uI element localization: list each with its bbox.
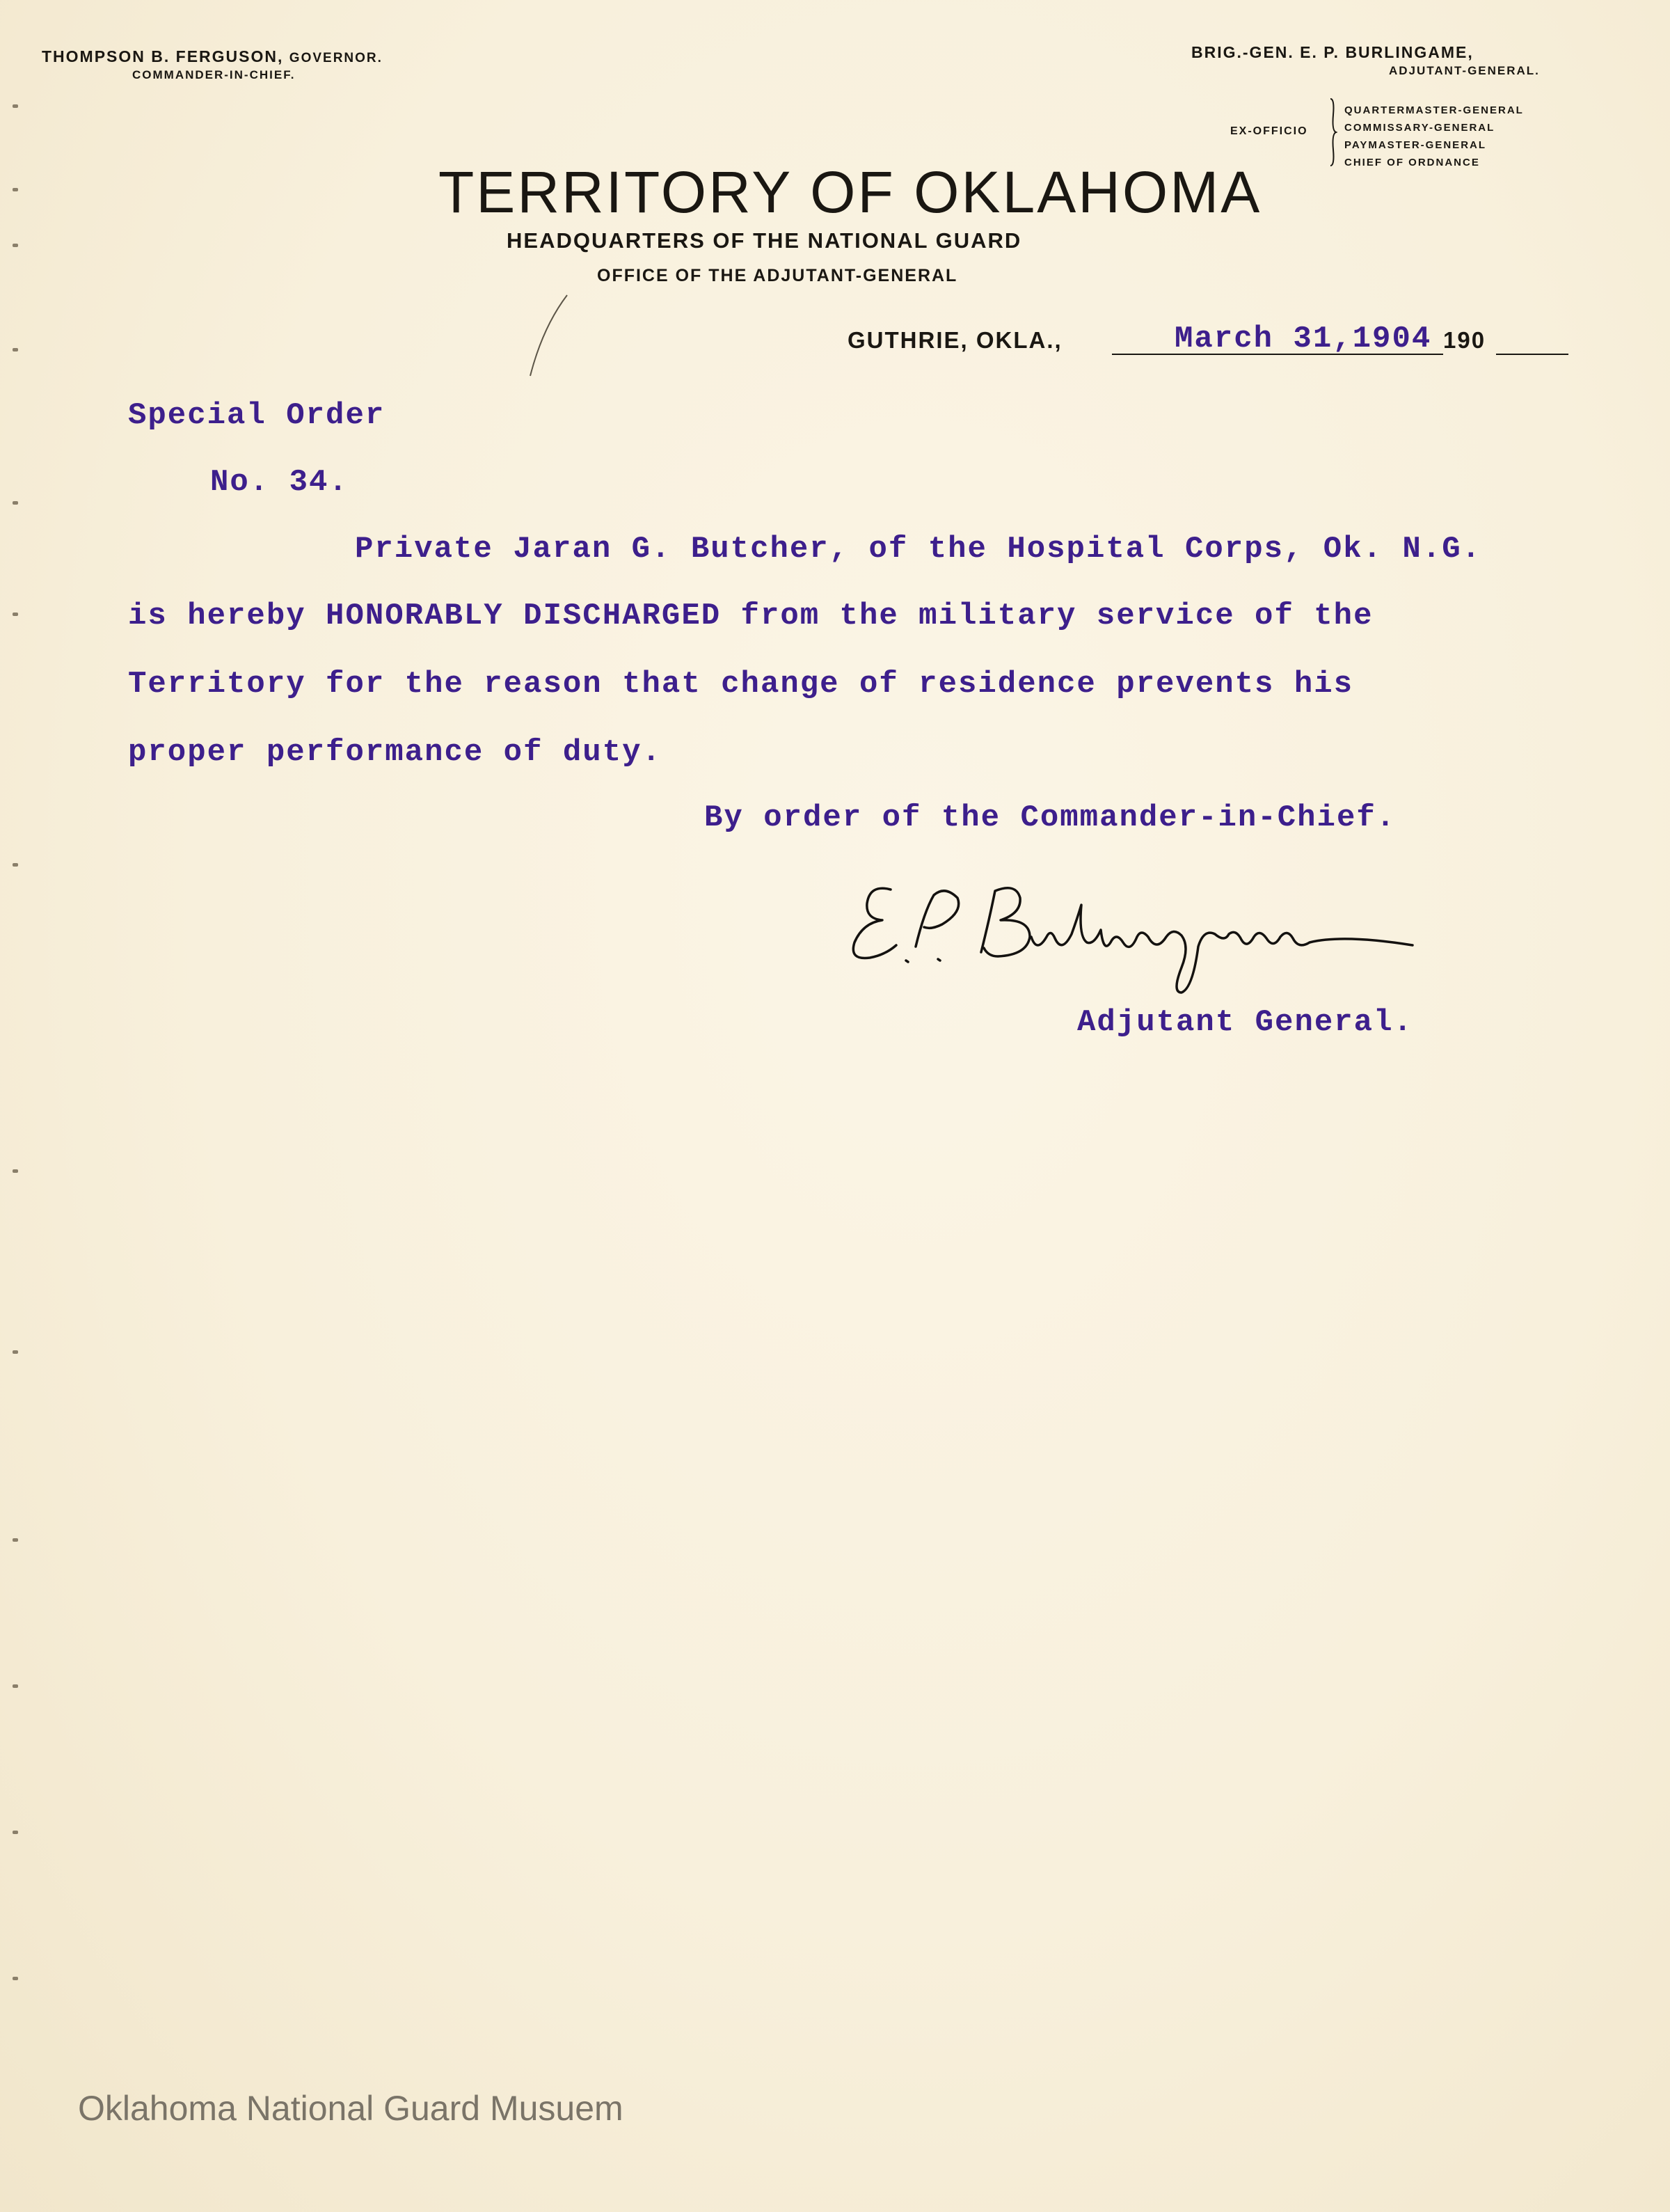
letterhead-office: OFFICE OF THE ADJUTANT-GENERAL xyxy=(597,266,958,285)
governor-title: GOVERNOR. xyxy=(289,51,383,65)
margin-mark xyxy=(13,104,18,108)
body-line: Territory for the reason that change of residence prevents his xyxy=(128,667,1354,702)
ex-officio-role: PAYMASTER-GENERAL xyxy=(1344,139,1487,151)
year-rule xyxy=(1496,354,1568,355)
margin-mark xyxy=(13,188,18,191)
body-line: Private Jaran G. Butcher, of the Hospital Corps, Ok. N.G. xyxy=(355,532,1482,567)
margin-mark xyxy=(13,1684,18,1688)
letter-date: March 31,1904 xyxy=(1175,322,1432,356)
place-label: GUTHRIE, OKLA., xyxy=(848,327,1063,353)
ex-officio-label: EX-OFFICIO xyxy=(1230,125,1308,137)
margin-mark xyxy=(13,1538,18,1542)
adjutant-role: ADJUTANT-GENERAL. xyxy=(1389,64,1540,77)
margin-mark xyxy=(13,1169,18,1173)
governor-role: COMMANDER-IN-CHIEF. xyxy=(132,68,296,81)
order-title: Special Order xyxy=(128,398,385,433)
letterhead-title: TERRITORY OF OKLAHOMA xyxy=(438,159,1262,225)
order-number: No. 34. xyxy=(210,465,349,500)
margin-mark xyxy=(13,863,18,867)
governor-name: THOMPSON B. FERGUSON, xyxy=(42,47,284,65)
ex-officio-role: COMMISSARY-GENERAL xyxy=(1344,122,1495,134)
margin-mark xyxy=(13,613,18,616)
margin-mark xyxy=(13,1831,18,1834)
year-prefix: 190 xyxy=(1443,327,1486,353)
letterhead-subtitle: HEADQUARTERS OF THE NATIONAL GUARD xyxy=(507,228,1022,253)
margin-mark xyxy=(13,244,18,247)
body-line: is hereby HONORABLY DISCHARGED from the military service of the xyxy=(128,599,1374,633)
ex-officio-roles xyxy=(1344,102,1524,171)
margin-mark xyxy=(13,1350,18,1354)
pen-mark xyxy=(522,292,571,383)
margin-mark xyxy=(13,348,18,351)
ex-officio-role: QUARTERMASTER-GENERAL xyxy=(1344,104,1524,116)
signer-title: Adjutant General. xyxy=(1077,1005,1413,1040)
body-line: proper performance of duty. xyxy=(128,735,662,770)
adjutant-name: BRIG.-GEN. E. P. BURLINGAME, xyxy=(1191,43,1474,61)
authority-line: By order of the Commander-in-Chief. xyxy=(704,800,1397,835)
ex-officio-role: CHIEF OF ORDNANCE xyxy=(1344,157,1480,168)
brace-icon xyxy=(1328,97,1337,167)
signature xyxy=(842,870,1482,1002)
governor-line xyxy=(42,47,383,66)
watermark: Oklahoma National Guard Musuem xyxy=(78,2089,623,2128)
margin-mark xyxy=(13,1977,18,1980)
margin-mark xyxy=(13,501,18,505)
